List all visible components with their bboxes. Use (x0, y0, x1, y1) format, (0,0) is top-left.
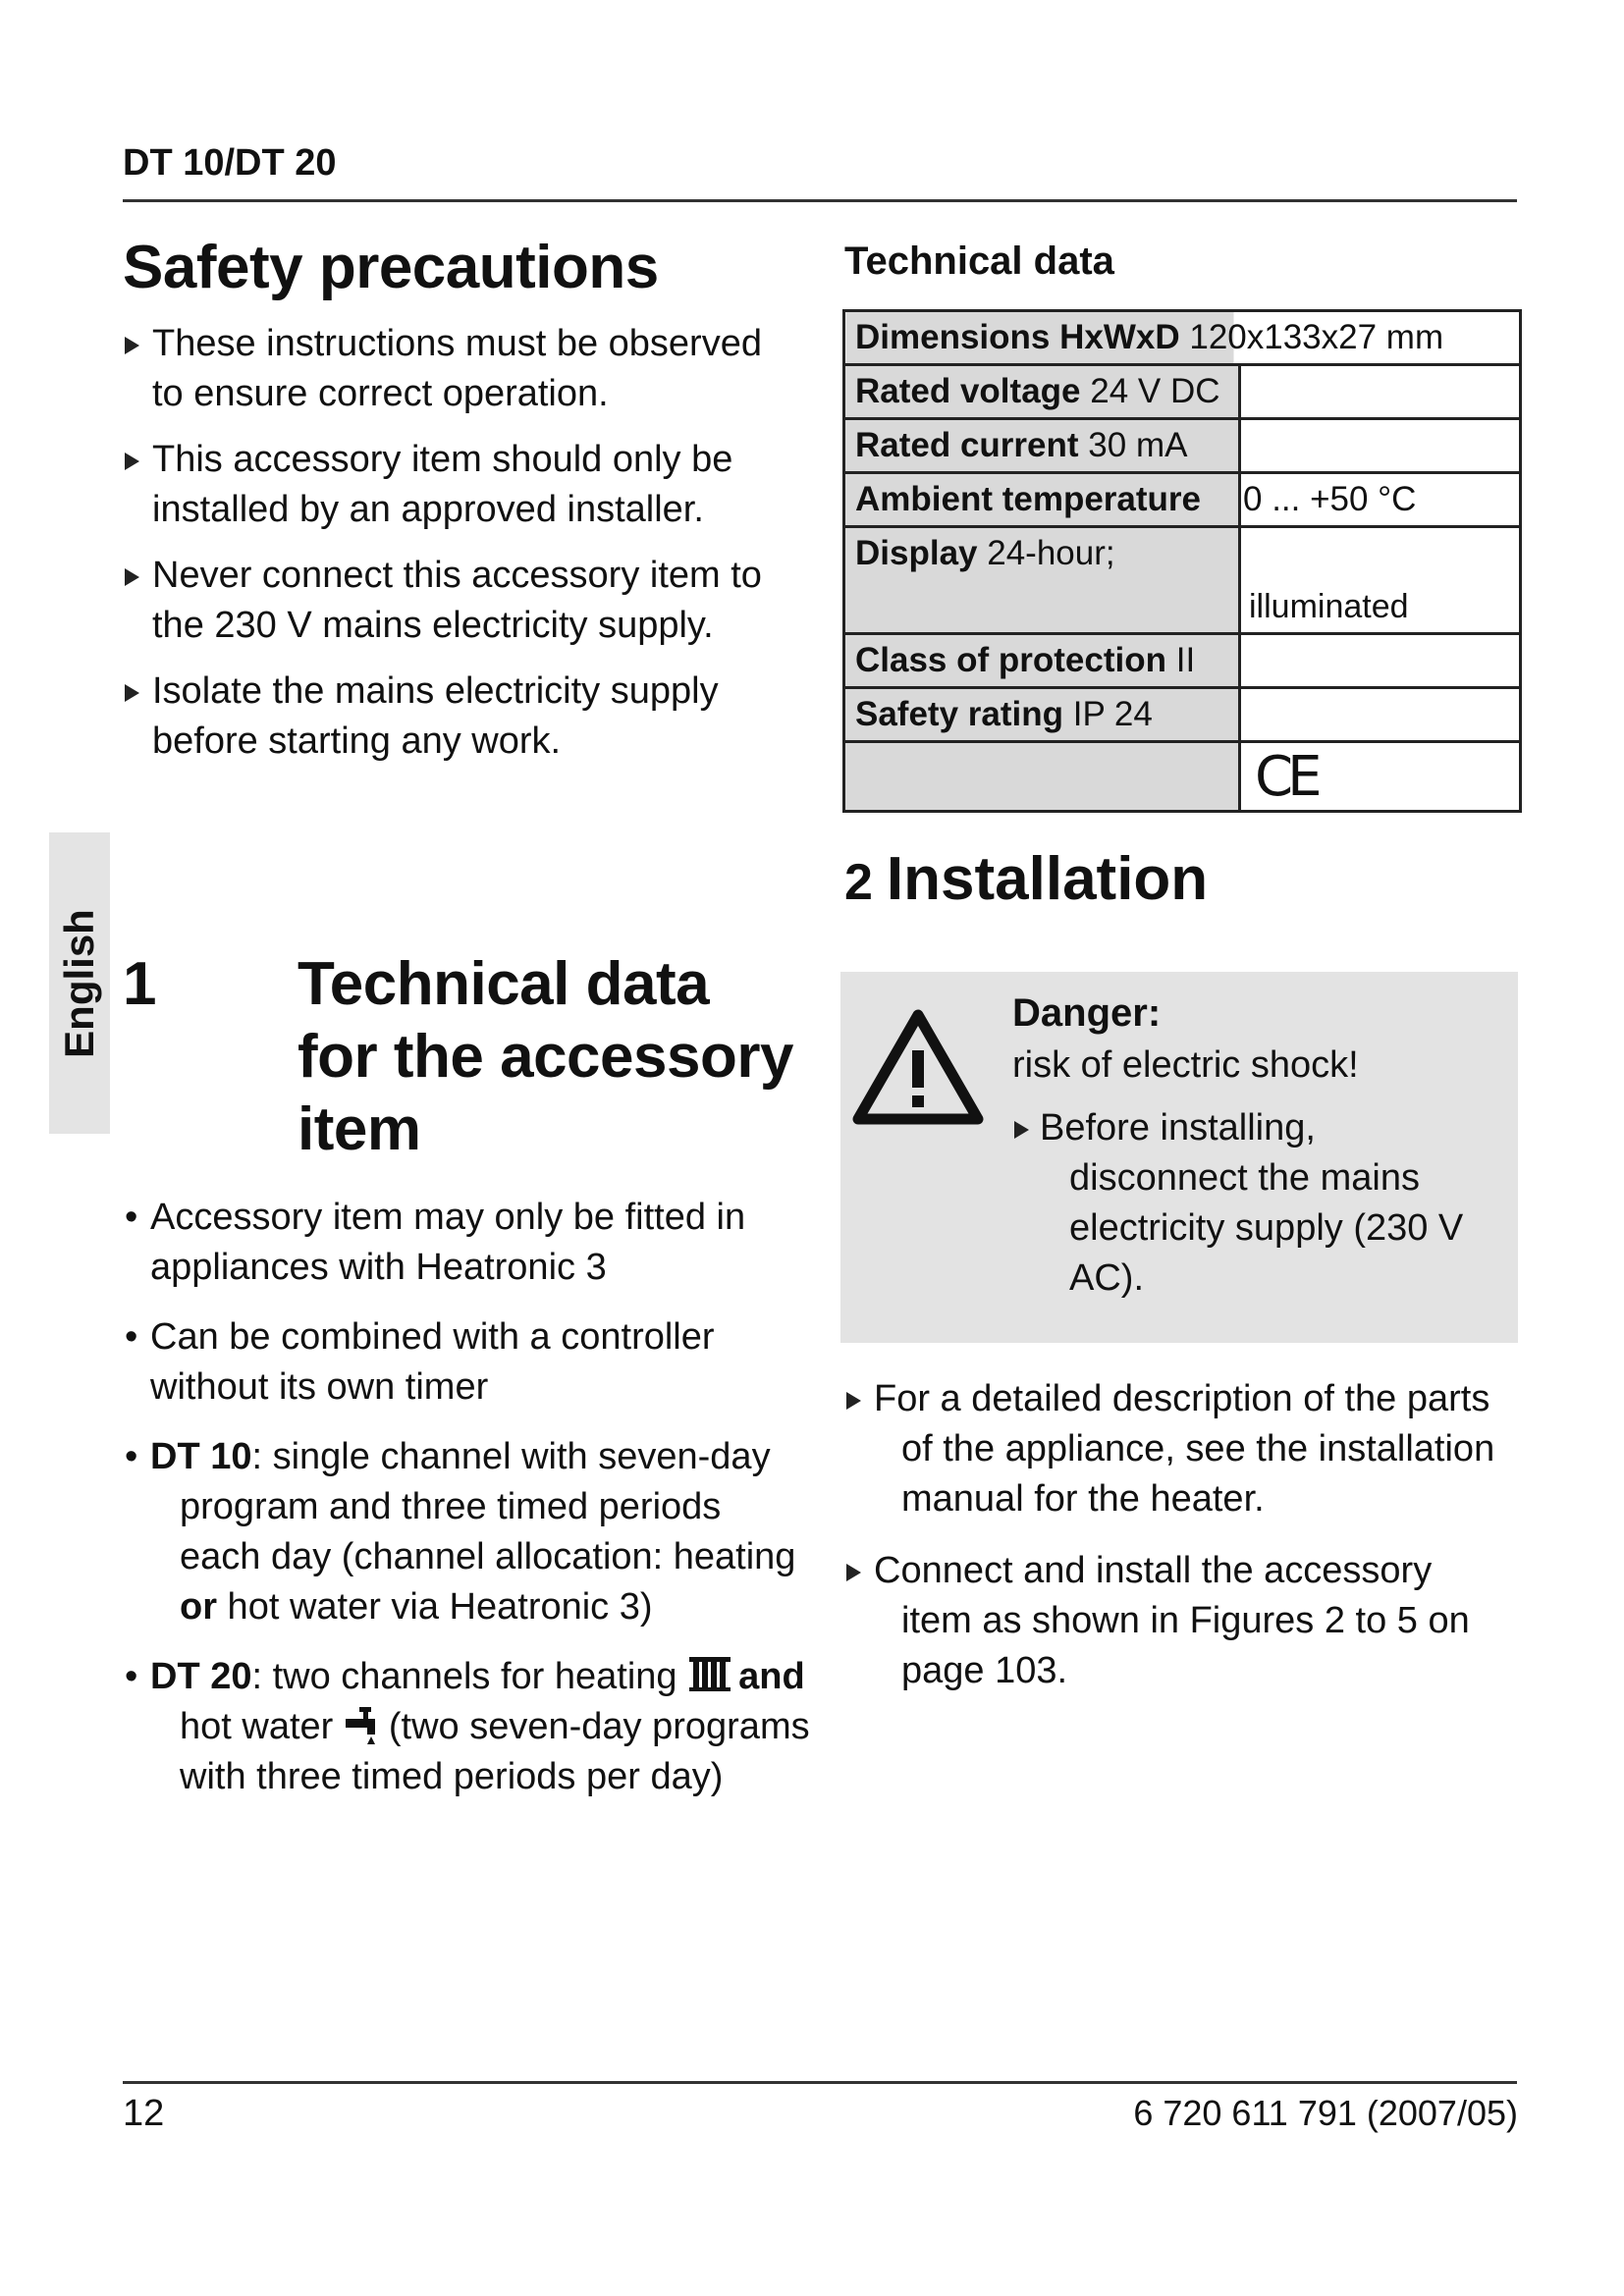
section-title-line: for the accessory (298, 1023, 793, 1091)
footer-divider (123, 2081, 1517, 2084)
triangle-bullet-icon (846, 1564, 861, 1581)
warning-triangle-icon (852, 1009, 984, 1125)
section-title-line: item (298, 1095, 421, 1163)
table-row: Rated current 30 mA (844, 419, 1521, 473)
danger-notice (840, 972, 1518, 1343)
list-item: • DT 20: two channels for heating and hot water (two seven-day programs with three timed periods per day) (123, 1652, 810, 1802)
table-row: Display 24-hour; illuminated (844, 527, 1521, 634)
section-title: Installation (886, 845, 1209, 913)
section-number: 2 (844, 854, 873, 911)
table-row: Ambient temperature 0 ... +50 °C (844, 473, 1521, 527)
section-2-heading (844, 844, 1208, 914)
list-item: • DT 10: single channel with seven-day program and three timed periods each day (channel allocation: heating or hot water via Heatronic 3) (123, 1432, 810, 1632)
installation-steps (844, 1374, 1512, 1712)
triangle-bullet-icon (125, 337, 139, 354)
section-number: 1 (123, 950, 156, 1018)
table-row: Rated voltage 24 V DC (844, 365, 1521, 419)
dot-bullet-icon: • (125, 1436, 138, 1477)
tech-table-heading: Technical data (844, 240, 1114, 283)
danger-title: Danger: (1012, 991, 1162, 1035)
list-item: This accessory item should only be installed by an approved installer. (123, 435, 800, 535)
language-tab (49, 832, 110, 1134)
danger-text: risk of electric shock! (1012, 1044, 1359, 1086)
header-divider (123, 199, 1517, 202)
tap-icon (344, 1705, 389, 1744)
section-title-line: Technical data (298, 950, 710, 1018)
ce-mark: CE (1255, 744, 1317, 809)
table-row: Dimensions HxWxD 120x133x27 mm (844, 311, 1521, 365)
table-row: Class of protection II (844, 634, 1521, 688)
dot-bullet-icon: • (125, 1316, 138, 1358)
list-item: For a detailed description of the parts of the appliance, see the installation manual for the heater. (844, 1374, 1512, 1524)
list-item: These instructions must be observed to ensure correct operation. (123, 319, 800, 419)
list-item: Isolate the mains electricity supply before starting any work. (123, 667, 800, 767)
model-label: DT 20 (150, 1656, 252, 1697)
danger-list (1012, 1103, 1503, 1304)
safety-heading: Safety precautions (123, 234, 659, 301)
safety-list (123, 319, 800, 782)
triangle-bullet-icon (125, 568, 139, 586)
technical-data-table (842, 309, 1522, 813)
radiator-icon (687, 1655, 732, 1692)
page-number: 12 (123, 2093, 165, 2134)
table-row: Safety rating IP 24 (844, 688, 1521, 742)
dot-bullet-icon: • (125, 1656, 138, 1697)
triangle-bullet-icon (846, 1392, 861, 1410)
model-label: DT 10 (150, 1436, 252, 1477)
list-item: Connect and install the accessory item as shown in Figures 2 to 5 on page 103. (844, 1546, 1512, 1696)
table-row (844, 742, 1521, 812)
triangle-bullet-icon (1014, 1121, 1029, 1139)
list-item: • Accessory item may only be fitted in appliances with Heatronic 3 (123, 1193, 810, 1293)
dot-bullet-icon: • (125, 1197, 138, 1238)
triangle-bullet-icon (125, 453, 139, 470)
document-header-title: DT 10/DT 20 (123, 142, 337, 184)
list-item: Before installing, disconnect the mains electricity supply (230 V AC). (1012, 1103, 1503, 1304)
triangle-bullet-icon (125, 684, 139, 702)
document-number: 6 720 611 791 (2007/05) (1133, 2093, 1518, 2133)
language-tab-label: English (56, 908, 102, 1058)
section-1-heading (123, 948, 793, 1166)
list-item: Never connect this accessory item to the 230 V mains electricity supply. (123, 551, 800, 651)
list-item: • Can be combined with a controller without its own timer (123, 1312, 810, 1413)
feature-list (123, 1193, 810, 1822)
